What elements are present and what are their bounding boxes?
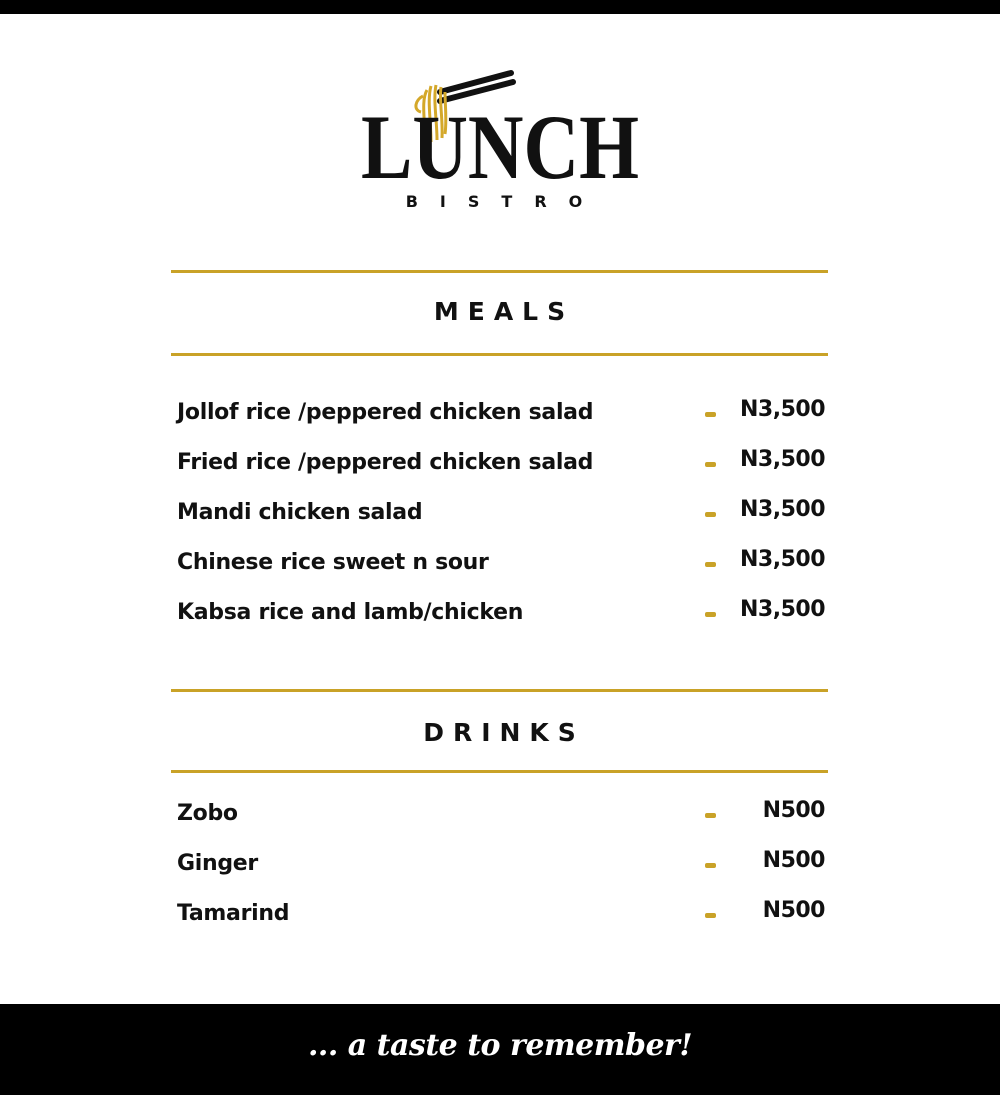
price-separator-dash [705,512,716,517]
brand-wordmark: LUNCH [361,96,639,198]
footer-tagline: ... a taste to remember! [307,1028,693,1063]
drinks-heading: DRINKS [423,718,585,747]
drinks-list [177,798,827,951]
price-separator-dash [705,462,716,467]
menu-item-price: N500 [762,848,825,873]
meals-bottom-rule [171,353,828,356]
price-separator-dash [705,813,716,818]
top-border [0,0,1000,14]
price-separator-dash [705,913,716,918]
menu-item-price: N500 [762,798,825,823]
menu-item-name: Mandi chicken salad [177,500,423,525]
menu-item-price: N3,500 [740,597,825,622]
menu-item-name: Jollof rice /peppered chicken salad [177,400,594,425]
menu-item-price: N3,500 [740,447,825,472]
menu-item-name: Fried rice /peppered chicken salad [177,450,594,475]
price-separator-dash [705,863,716,868]
menu-item-name: Ginger [177,851,258,876]
menu-item [177,597,827,650]
menu-item-price: N3,500 [740,547,825,572]
menu-item-price: N3,500 [740,497,825,522]
menu-item-price: N3,500 [740,397,825,422]
footer-bar [0,1004,1000,1095]
menu-item-name: Kabsa rice and lamb/chicken [177,600,524,625]
menu-item-name: Zobo [177,801,238,826]
menu-item-name: Chinese rice sweet n sour [177,550,489,575]
menu-item [177,848,827,901]
brand-logo [355,60,645,220]
price-separator-dash [705,612,716,617]
menu-item [177,898,827,951]
lunch-bistro-logo [355,60,645,220]
menu-item-name: Tamarind [177,901,290,926]
menu-item [177,497,827,550]
drinks-bottom-rule [171,770,828,773]
price-separator-dash [705,412,716,417]
menu-item [177,798,827,851]
meals-heading: MEALS [433,297,575,326]
meals-list [177,397,827,650]
price-separator-dash [705,562,716,567]
menu-item-price: N500 [762,898,825,923]
drinks-top-rule [171,689,828,692]
brand-subtitle: BISTRO [405,192,605,211]
menu-item [177,447,827,500]
meals-top-rule [171,270,828,273]
menu-item [177,547,827,600]
menu-item [177,397,827,450]
